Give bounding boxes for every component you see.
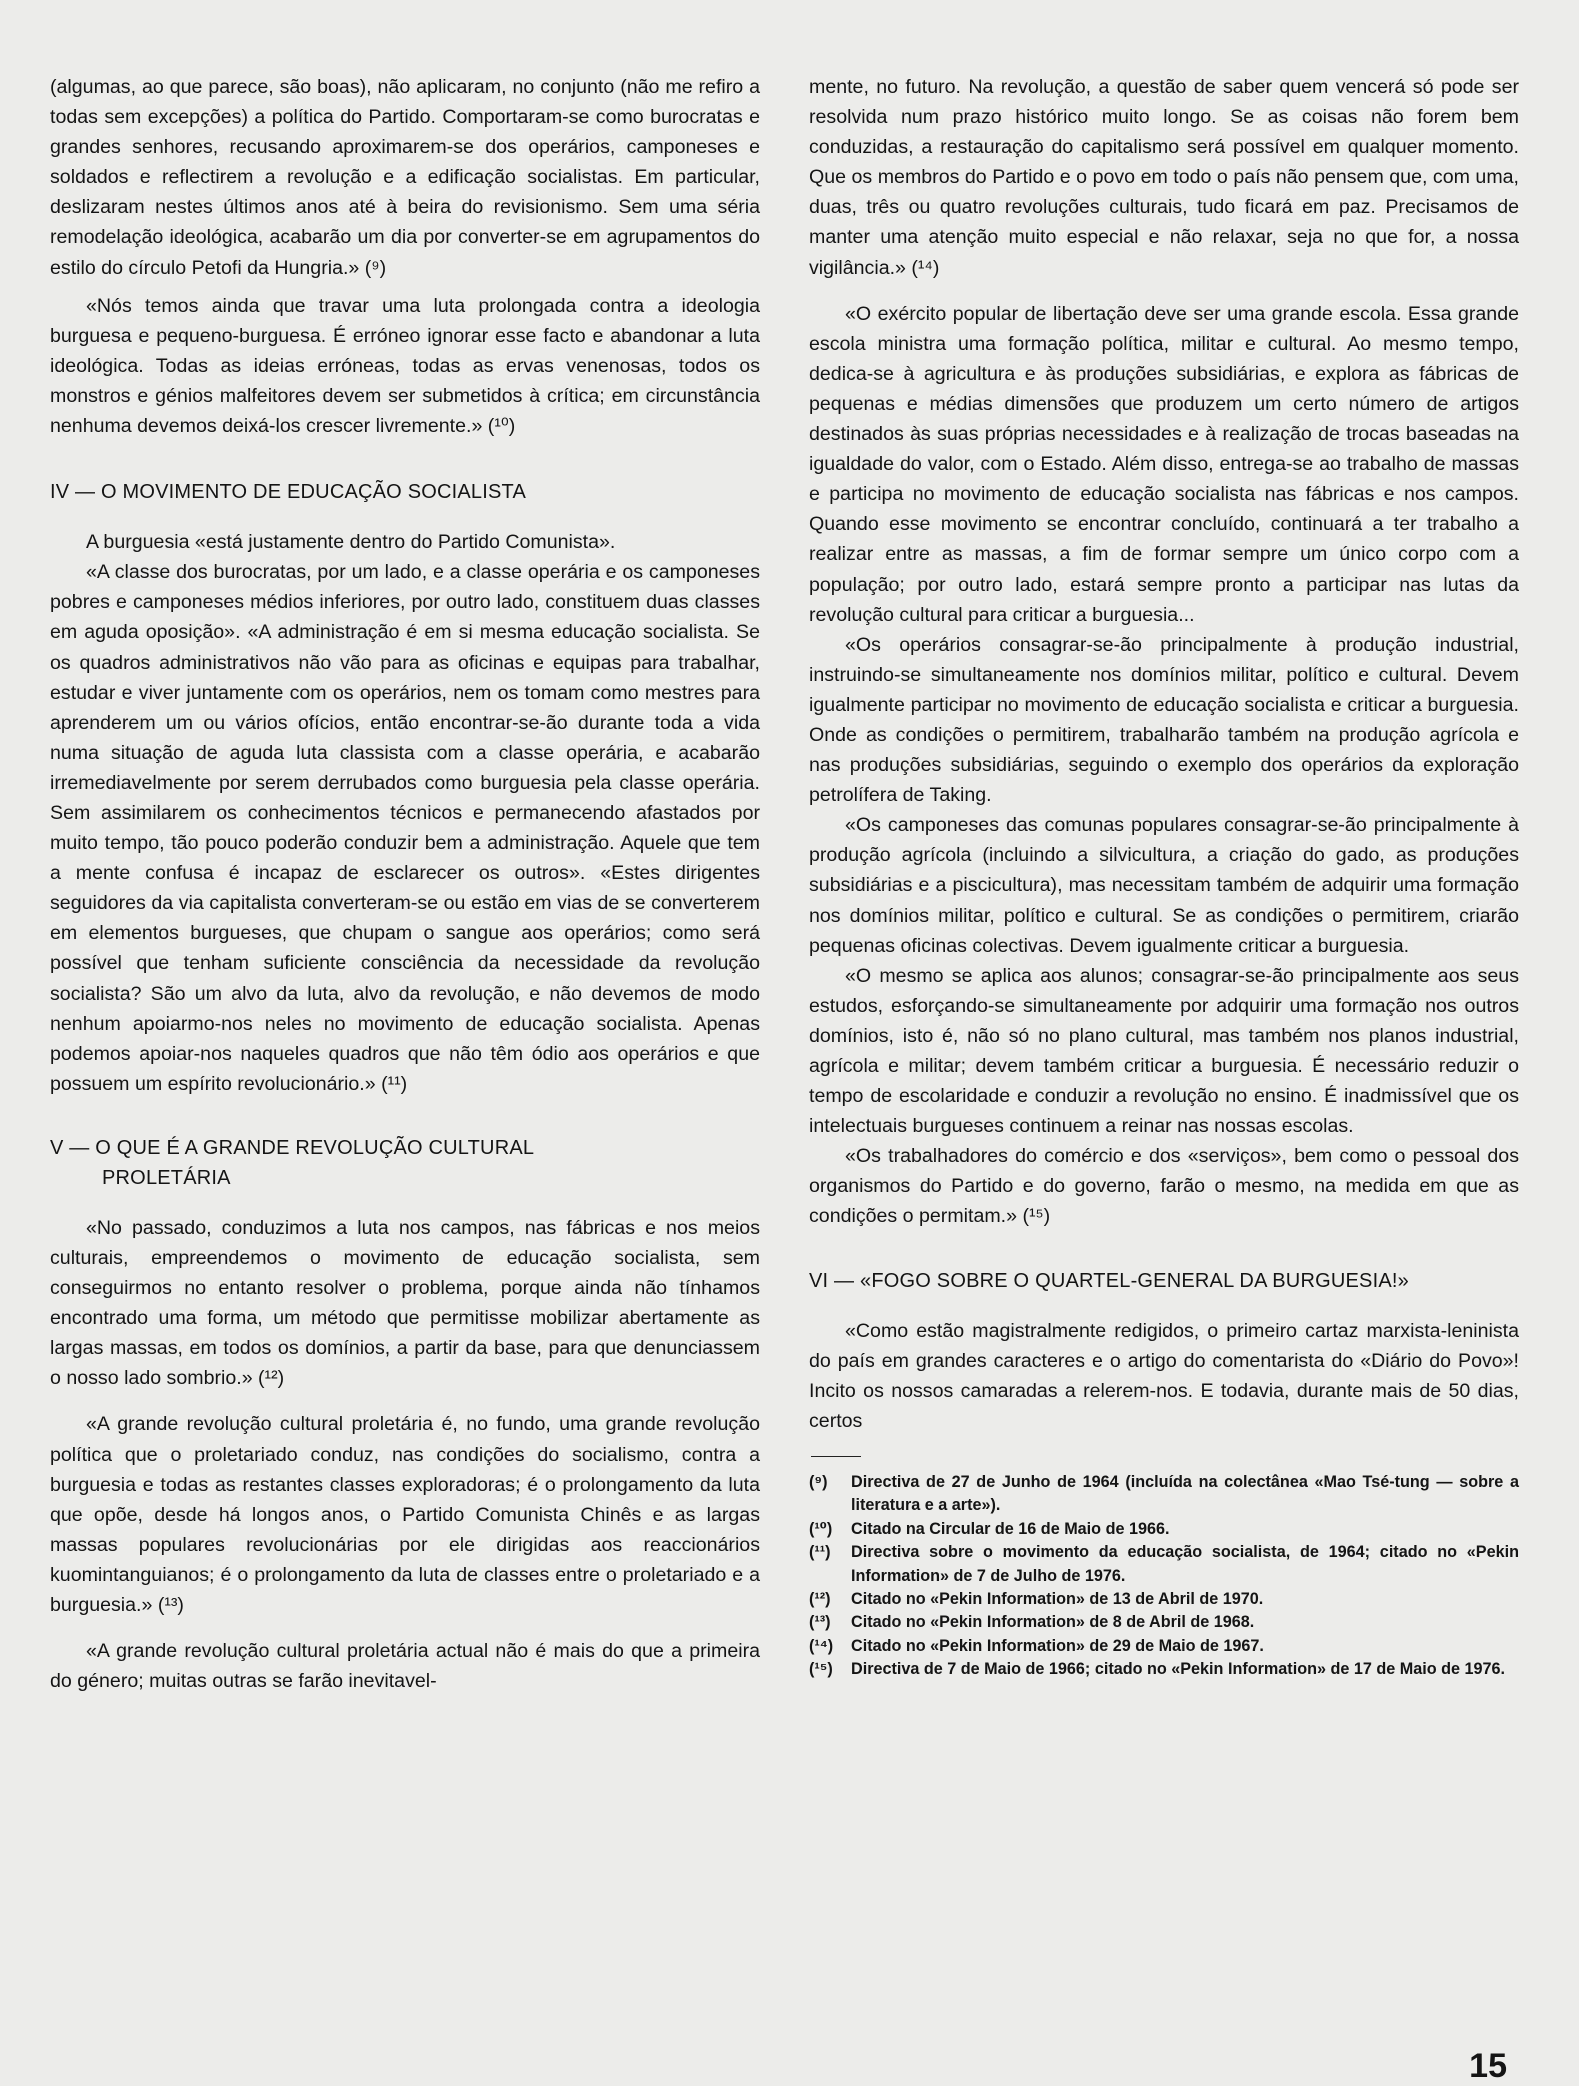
footnote-text: Citado no «Pekin Information» de 8 de Abril de 1968.	[851, 1613, 1255, 1632]
paragraph: mente, no futuro. Na revolução, a questão de saber quem vencerá só pode ser resolvida num prazo histórico muito longo. Se as coisas não forem bem conduzidas, a restauração do capitalismo será possível em qualquer momento. Que os membros do Partido e o povo em todo o país não pensem que, com uma, duas, três ou quatro revoluções culturais, tudo ficará em paz. Precisamos de manter uma atenção muito especial e não relaxar, seja no que for, a nossa vigilância.» (¹⁴)	[809, 76, 1519, 279]
heading-text	[50, 1133, 760, 1193]
footnote-text: Directiva de 7 de Maio de 1966; citado no «Pekin Information» de 17 de Maio de 1976.	[851, 1660, 1506, 1679]
footnote-text: Citado no «Pekin Information» de 29 de Maio de 1967.	[851, 1636, 1264, 1655]
section-heading-iv	[50, 477, 760, 507]
heading-text: VI — «FOGO SOBRE O QUARTEL-GENERAL DA BURGUESIA!»	[809, 1269, 1409, 1292]
paragraph: «Os camponeses das comunas populares consagrar-se-ão principalmente à produção agrícola (incluindo a silvicultura, a criação do gado, as produções subsidiárias e a piscicultura), mas necessitam também de adquirir uma formação nos domínios militar, político e cultural. Se as condições o permitirem, criarão pequenas oficinas colectivas. Devem igualmente criticar a burguesia.	[809, 814, 1519, 957]
footnote-mark: (⁹)	[809, 1472, 828, 1491]
footnote-mark: (¹⁰)	[809, 1519, 833, 1538]
footnote	[809, 1611, 1519, 1634]
paragraph: «Nós temos ainda que travar uma luta prolongada contra a ideologia burguesa e pequeno-burguesa. É erróneo ignorar esse facto e abandonar a luta ideológica. Todas as ideias erróneas, todas as ervas venenosas, todos os monstros e génios malfeitores devem ser submetidos à crítica; em circunstância nenhuma devemos deixá-los crescer livremente.» (¹⁰)	[50, 294, 760, 438]
footnote-text: Directiva de 27 de Junho de 1964 (incluída na colectânea «Mao Tsé-tung — sobre a literatura e a arte»).	[851, 1472, 1519, 1515]
right-column	[809, 72, 1519, 1682]
footnote-divider	[811, 1456, 861, 1457]
paragraph: «A classe dos burocratas, por um lado, e a classe operária e os camponeses pobres e camponeses médios inferiores, por outro lado, constituem duas classes em aguda oposição». «A administração é em si mesma educação socialista. Se os quadros administrativos não vão para as oficinas e equipas para trabalhar, estudar e viver juntamente com os operários, nem os tomam como mestres para aprenderem um ou vários ofícios, então encontrar-se-ão durante toda a vida numa situação de aguda luta classista com a classe operária, e acabarão irremediavelmente por serem derrubados como burguesia pela classe operária. Sem assimilarem os conhecimentos técnicos e permanecendo afastados por muito tempo, tão pouco poderão conduzir bem a administração. Aquele que tem a mente confusa é incapaz de esclarecer os outros». «Estes dirigentes seguidores da via capitalista converteram-se ou estão em vias de se converterem em elementos burgueses, que chupam o sangue aos operários; como será possível que tenham suficiente consciência da necessidade da revolução socialista? São um alvo da luta, alvo da revolução, e não devemos de modo nenhum apoiarmo-nos neles no movimento de educação socialista. Apenas podemos apoiar-nos naqueles quadros que não têm ódio aos operários e que possuem um espírito revolucionário.» (¹¹)	[50, 561, 760, 1095]
paragraph: «Os trabalhadores do comércio e dos «serviços», bem como o pessoal dos organismos do Partido e do governo, farão o mesmo, na medida em que as condições o permitam.» (¹⁵)	[809, 1145, 1519, 1228]
paragraph: «Como estão magistralmente redigidos, o primeiro cartaz marxista-leninista do país em grandes caracteres e o artigo do comentarista do «Diário do Povo»! Incito os nossos camaradas a relerem-nos. E todavia, durante mais de 50 dias, certos	[809, 1319, 1519, 1432]
paragraph: «O exército popular de libertação deve ser uma grande escola. Essa grande escola ministra uma formação política, militar e cultural. Ao mesmo tempo, dedica-se à agricultura e às produções subsidiárias, e explora as fábricas de pequenas e médias dimensões que produzem um certo número de artigos destinados às suas próprias necessidades e à realização de trocas baseadas na igualdade do valor, com o Estado. Além disso, entrega-se ao trabalho de massas e participa no movimento de educação socialista nas fábricas e nos campos. Quando esse movimento se encontrar concluído, continuará a ter trabalho a realizar entre as massas, a fim de formar sempre um único corpo com a população; por outro lado, estará sempre pronto a participar nas lutas da revolução cultural para criticar a burguesia...	[809, 302, 1519, 626]
paragraph: (algumas, ao que parece, são boas), não aplicaram, no conjunto (não me refiro a todas sem excepções) a política do Partido. Comportaram-se como burocratas e grandes senhores, recusando aproximarem-se dos operários, camponeses e soldados e reflectirem a revolução e a edificação socialistas. Em particular, deslizaram nestes últimos anos até à beira do revisionismo. Sem uma séria remodelação ideológica, acabarão um dia por converter-se em agrupamentos do estilo do círculo Petofi da Hungria.» (⁹)	[50, 76, 760, 279]
paragraph: «A grande revolução cultural proletária actual não é mais do que a primeira do género; muitas outras se farão inevitavel-	[50, 1640, 760, 1693]
footnote-text: Citado na Circular de 16 de Maio de 1966.	[851, 1519, 1170, 1538]
footnotes	[809, 1471, 1519, 1682]
footnote	[809, 1541, 1519, 1588]
footnote	[809, 1658, 1519, 1681]
footnote-mark: (¹⁴)	[809, 1636, 834, 1655]
paragraph: «O mesmo se aplica aos alunos; consagrar-se-ão principalmente aos seus estudos, esforçando-se simultaneamente por adquirir uma formação nos outros domínios, isto é, não só no plano cultural, mas também nos planos industrial, agrícola e militar; devem também criticar a burguesia. É necessário reduzir o tempo de escolaridade e conduzir a revolução no ensino. É inadmissível que os intelectuais burgueses continuem a reinar nas nossas escolas.	[809, 964, 1519, 1138]
left-column	[50, 72, 760, 1696]
section-heading-v	[50, 1133, 760, 1193]
footnote	[809, 1588, 1519, 1611]
footnote-mark: (¹¹)	[809, 1543, 831, 1562]
footnote-mark: (¹²)	[809, 1589, 831, 1608]
paragraph: «No passado, conduzimos a luta nos campos, nas fábricas e nos meios culturais, empreendemos o movimento de educação socialista, sem conseguirmos no entanto resolver o problema, porque ainda não tínhamos encontrado uma forma, um método que permitisse mobilizar abertamente as largas massas, em todos os domínios, a partir da base, para que denunciassem o nosso lado sombrio.» (¹²)	[50, 1216, 760, 1390]
heading-text: IV — O MOVIMENTO DE EDUCAÇÃO SOCIALISTA	[50, 481, 527, 504]
footnote-mark: (¹³)	[809, 1613, 831, 1632]
footnote	[809, 1471, 1519, 1518]
paragraph: «Os operários consagrar-se-ão principalmente à produção industrial, instruindo-se simultaneamente nos domínios militar, político e cultural. Devem igualmente participar no movimento de educação socialista e criticar a burguesia. Onde as condições o permitirem, trabalharão também na produção agrícola e nas produções subsidiárias, seguindo o exemplo dos operários da exploração petrolífera de Taking.	[809, 633, 1519, 807]
footnote	[809, 1518, 1519, 1541]
heading-line-1: V — O QUE É A GRANDE REVOLUÇÃO CULTURAL	[50, 1136, 535, 1159]
footnote-text: Directiva sobre o movimento da educação socialista, de 1964; citado no «Pekin Information» de 7 de Julho de 1976.	[851, 1543, 1519, 1585]
section-heading-vi	[809, 1266, 1519, 1296]
footnote-mark: (¹⁵)	[809, 1660, 833, 1679]
paragraph: «A grande revolução cultural proletária é, no fundo, uma grande revolução política que o proletariado conduz, nas condições do socialismo, contra a burguesia e todas as restantes classes exploradoras; é o prolongamento da luta que opõe, desde há longos anos, o Partido Comunista Chinês e as largas massas populares revolucionárias por ele dirigidas aos reaccionários kuomintanguianos; é o prolongamento da luta de classes entre o proletariado e a burguesia.» (¹³)	[50, 1413, 760, 1617]
footnote	[809, 1635, 1519, 1658]
paragraph: A burguesia «está justamente dentro do Partido Comunista».	[86, 531, 616, 554]
page-number: 15	[1469, 2047, 1507, 2085]
footnote-text: Citado no «Pekin Information» de 13 de Abril de 1970.	[851, 1589, 1264, 1608]
heading-line-2: PROLETÁRIA	[102, 1166, 231, 1189]
